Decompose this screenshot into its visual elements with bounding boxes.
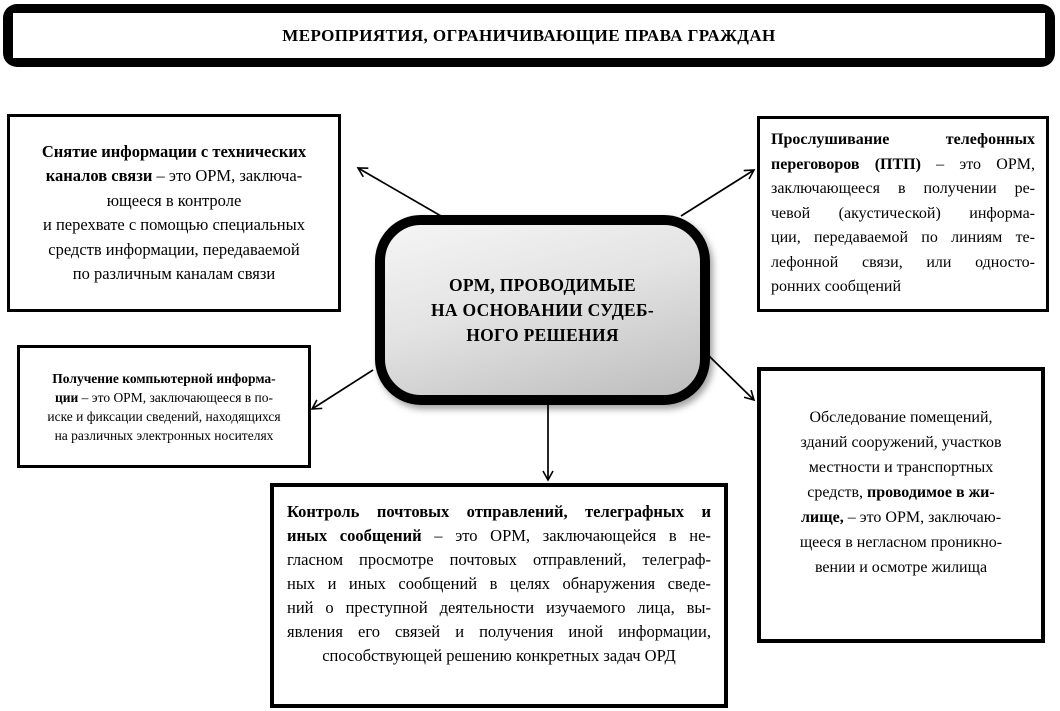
- central-node-orm-court-decision: ОРМ, ПРОВОДИМЫЕ НА ОСНОВАНИИ СУДЕБ- НОГО РЕШЕНИЯ: [375, 215, 710, 405]
- arrow-to-computer-information: [312, 370, 373, 409]
- node-computer-information: Получение компьютерной информа- ции – это ОРМ, заключающееся в по- иске и фиксации сведений, находящихся на различных электронных носителях: [17, 345, 311, 468]
- diagram-title: МЕРОПРИЯТИЯ, ОГРАНИЧИВАЮЩИЕ ПРАВА ГРАЖДАН: [13, 13, 1045, 58]
- node-technical-channels: Снятие информации с технических каналов связи – это ОРМ, заключа- ющееся в контроле и перехвате с помощью специальных средств информации, передаваемой по различным каналам связи: [7, 114, 341, 312]
- node-mail-control: Контроль почтовых отправлений, телеграфных и иных сообщений – это ОРМ, заключающейся в не- гласном просмотре почтовых отправлений, телеграф- ных и иных сообщений в целях обнаружения сведе- ний о преступной деятельности изучаемого лица, вы- явления его связей и получения иной информации, способствующей решению конкретных задач ОРД: [270, 483, 728, 708]
- arrow-to-premises-inspection: [707, 354, 754, 400]
- arrow-to-phone-tapping: [681, 170, 754, 216]
- node-phone-tapping: Прослушивание телефонных переговоров (ПТП) – это ОРМ, заключающееся в получении ре- чевой (акустической) информа- ции, передаваемой по линиям те- лефонной связи, или односто- ронних сообщений: [757, 116, 1049, 312]
- arrow-to-technical-channels: [358, 168, 441, 216]
- node-premises-inspection: Обследование помещений, зданий сооружений, участков местности и транспортных средств, проводимое в жи- лище, – это ОРМ, заключаю- щееся в негласном проникно- вении и осмотре жилища: [757, 367, 1045, 643]
- title-banner: [3, 4, 1055, 67]
